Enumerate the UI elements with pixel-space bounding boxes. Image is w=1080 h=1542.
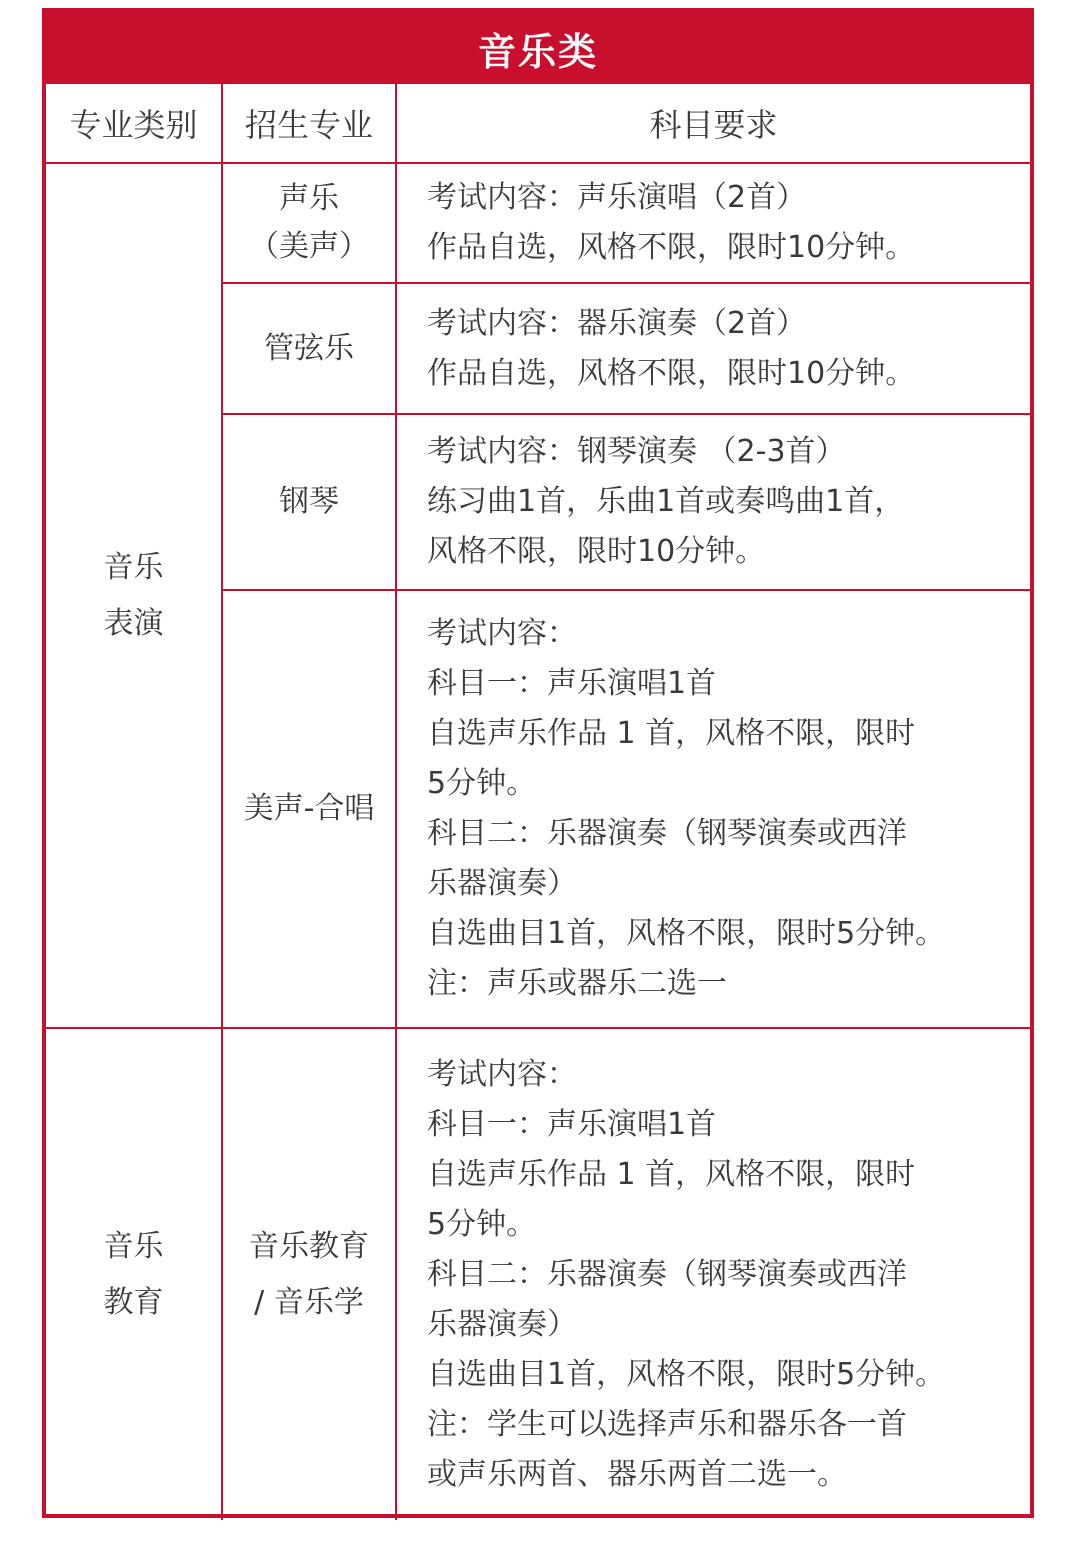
requirements-cell xyxy=(396,1028,1030,1520)
requirement-line: 5分钟。 xyxy=(427,766,537,801)
requirements-table xyxy=(46,84,1030,1520)
major-line: 音乐教育 xyxy=(249,1228,369,1264)
requirement-line: 作品自选，风格不限，限时10分钟。 xyxy=(427,355,916,391)
requirements-cell xyxy=(396,590,1030,1028)
requirement-line: 考试内容：器乐演奏（2首） xyxy=(427,305,807,341)
requirement-line: 风格不限，限时10分钟。 xyxy=(427,534,766,569)
table-title: 音乐类 xyxy=(46,12,1030,84)
category-line: 教育 xyxy=(103,1284,164,1320)
requirement-line: 乐器演奏） xyxy=(427,1306,577,1342)
major-line: 管弦乐 xyxy=(264,330,354,366)
requirement-line: 自选声乐作品 1 首，风格不限，限时 xyxy=(427,716,916,751)
major-line: （美声） xyxy=(249,229,369,264)
category-cell-performance xyxy=(46,163,222,1028)
requirement-line: 自选声乐作品 1 首，风格不限，限时 xyxy=(427,1156,916,1192)
requirement-line: 5分钟。 xyxy=(427,1206,537,1242)
category-line: 音乐 xyxy=(103,1228,164,1264)
major-line: 美声-合唱 xyxy=(243,791,375,826)
requirement-line: 或声乐两首、器乐两首二选一。 xyxy=(427,1456,847,1492)
major-cell xyxy=(222,1028,396,1520)
requirements-cell xyxy=(396,414,1030,590)
header-major: 招生专业 xyxy=(222,84,396,163)
requirement-line: 科目二：乐器演奏（钢琴演奏或西洋 xyxy=(427,1256,907,1292)
requirement-line: 自选曲目1首，风格不限，限时5分钟。 xyxy=(427,1356,946,1392)
major-line: 声乐 xyxy=(279,181,339,216)
category-cell-education xyxy=(46,1028,222,1520)
major-cell xyxy=(222,590,396,1028)
major-line: 钢琴 xyxy=(279,484,339,519)
table-row xyxy=(46,163,1030,283)
header-requirements: 科目要求 xyxy=(396,84,1030,163)
major-cell xyxy=(222,283,396,414)
requirement-line: 乐器演奏） xyxy=(427,866,577,901)
category-line: 表演 xyxy=(103,605,164,641)
requirement-line: 考试内容： xyxy=(427,616,577,651)
requirement-line: 自选曲目1首，风格不限，限时5分钟。 xyxy=(427,916,946,951)
requirement-line: 练习曲1首，乐曲1首或奏鸣曲1首， xyxy=(427,484,905,519)
requirement-line: 科目一：声乐演唱1首 xyxy=(427,1106,717,1142)
table-row xyxy=(46,1028,1030,1520)
header-category: 专业类别 xyxy=(46,84,222,163)
requirement-line: 注：学生可以选择声乐和器乐各一首 xyxy=(427,1406,907,1442)
major-cell xyxy=(222,163,396,283)
requirement-line: 考试内容：声乐演唱（2首） xyxy=(427,180,807,215)
music-requirements-table-frame xyxy=(42,8,1034,1518)
category-line: 音乐 xyxy=(103,549,164,585)
requirement-line: 注：声乐或器乐二选一 xyxy=(427,966,727,1001)
requirement-line: 考试内容： xyxy=(427,1056,577,1092)
requirement-line: 科目二：乐器演奏（钢琴演奏或西洋 xyxy=(427,816,907,851)
major-line: / 音乐学 xyxy=(254,1284,364,1320)
requirement-line: 作品自选，风格不限，限时10分钟。 xyxy=(427,230,916,265)
header-row xyxy=(46,84,1030,163)
requirement-line: 考试内容：钢琴演奏 （2-3首） xyxy=(427,434,846,469)
requirements-cell xyxy=(396,283,1030,414)
major-cell xyxy=(222,414,396,590)
requirement-line: 科目一：声乐演唱1首 xyxy=(427,666,717,701)
requirements-cell xyxy=(396,163,1030,283)
